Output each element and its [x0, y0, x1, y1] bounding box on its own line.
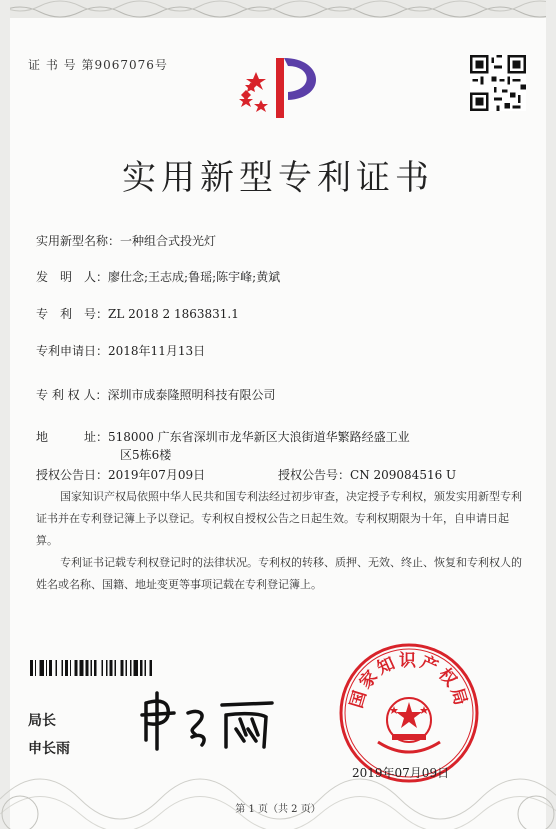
- handwritten-signature: [140, 685, 280, 755]
- page-title: 实用新型专利证书: [122, 158, 434, 198]
- grant-number-label: 授权公告号：: [278, 468, 351, 482]
- filing-date-value: 2018年11月13日: [108, 344, 206, 358]
- cnipa-logo-icon: [236, 50, 331, 120]
- filing-date-label: 专利申请日：: [36, 344, 109, 358]
- qr-code-icon: [470, 55, 526, 111]
- seal-date: 2019年07月09日: [352, 766, 450, 780]
- svg-text:国家知识产权局: 国家知识产权局: [346, 651, 472, 711]
- certificate-number: 证 书 号 第9067076号: [28, 58, 168, 72]
- patentee-field: [36, 386, 275, 403]
- official-seal-icon: [338, 642, 480, 784]
- address-field: [36, 428, 410, 445]
- grant-date-value: 2019年07月09日: [108, 468, 206, 482]
- utility-name-value: 一种组合式投光灯: [120, 234, 217, 248]
- grant-date-field: [36, 466, 205, 483]
- address-label: 地 址：: [36, 430, 109, 444]
- barcode-icon: [30, 660, 206, 676]
- patentee-value: 深圳市成泰隆照明科技有限公司: [107, 388, 276, 402]
- address-line2: [120, 446, 171, 463]
- right-ornament-border: [546, 0, 556, 829]
- signatory-title: 局长: [28, 713, 56, 729]
- address-value-line2: 区5栋6楼: [120, 448, 172, 462]
- utility-name-field: [36, 232, 216, 249]
- inventor-field: [36, 268, 280, 285]
- grant-number-value: CN 209084516 U: [350, 468, 457, 482]
- grant-date-label: 授权公告日：: [36, 468, 109, 482]
- grant-paragraph: 国家知识产权局依照中华人民共和国专利法经过初步审查，决定授予专利权，颁发实用新型专利证书并在专利登记簿上予以登记。专利权自授权公告之日起生效。专利权期限为十年，自申请日起算。: [36, 490, 522, 547]
- inventor-value: 廖仕念;王志成;鲁瑶;陈宇峰;黄斌: [108, 270, 281, 284]
- patent-number-value: ZL 2018 2 1863831.1: [108, 307, 239, 321]
- left-ornament-border: [0, 0, 10, 829]
- signatory-name: 申长雨: [28, 741, 70, 757]
- patentee-label: 专 利 权 人：: [36, 388, 108, 402]
- utility-name-label: 实用新型名称：: [36, 234, 121, 248]
- page-footer: 第 1 页（共 2 页）: [235, 804, 321, 815]
- filing-date-field: [36, 342, 205, 359]
- legal-status-paragraph: 专利证书记载专利权登记时的法律状况。专利权的转移、质押、无效、终止、恢复和专利权人的姓名或名称、国籍、地址变更等事项记载在专利登记簿上。: [36, 556, 522, 591]
- inventor-label: 发 明 人：: [36, 270, 109, 284]
- grant-number-field: [278, 466, 456, 483]
- top-ornament-border: [0, 0, 556, 18]
- patent-number-field: [36, 305, 239, 322]
- patent-number-label: 专 利 号：: [36, 307, 109, 321]
- address-value-line1: 518000 广东省深圳市龙华新区大浪街道华繁路经盛工业: [108, 430, 410, 444]
